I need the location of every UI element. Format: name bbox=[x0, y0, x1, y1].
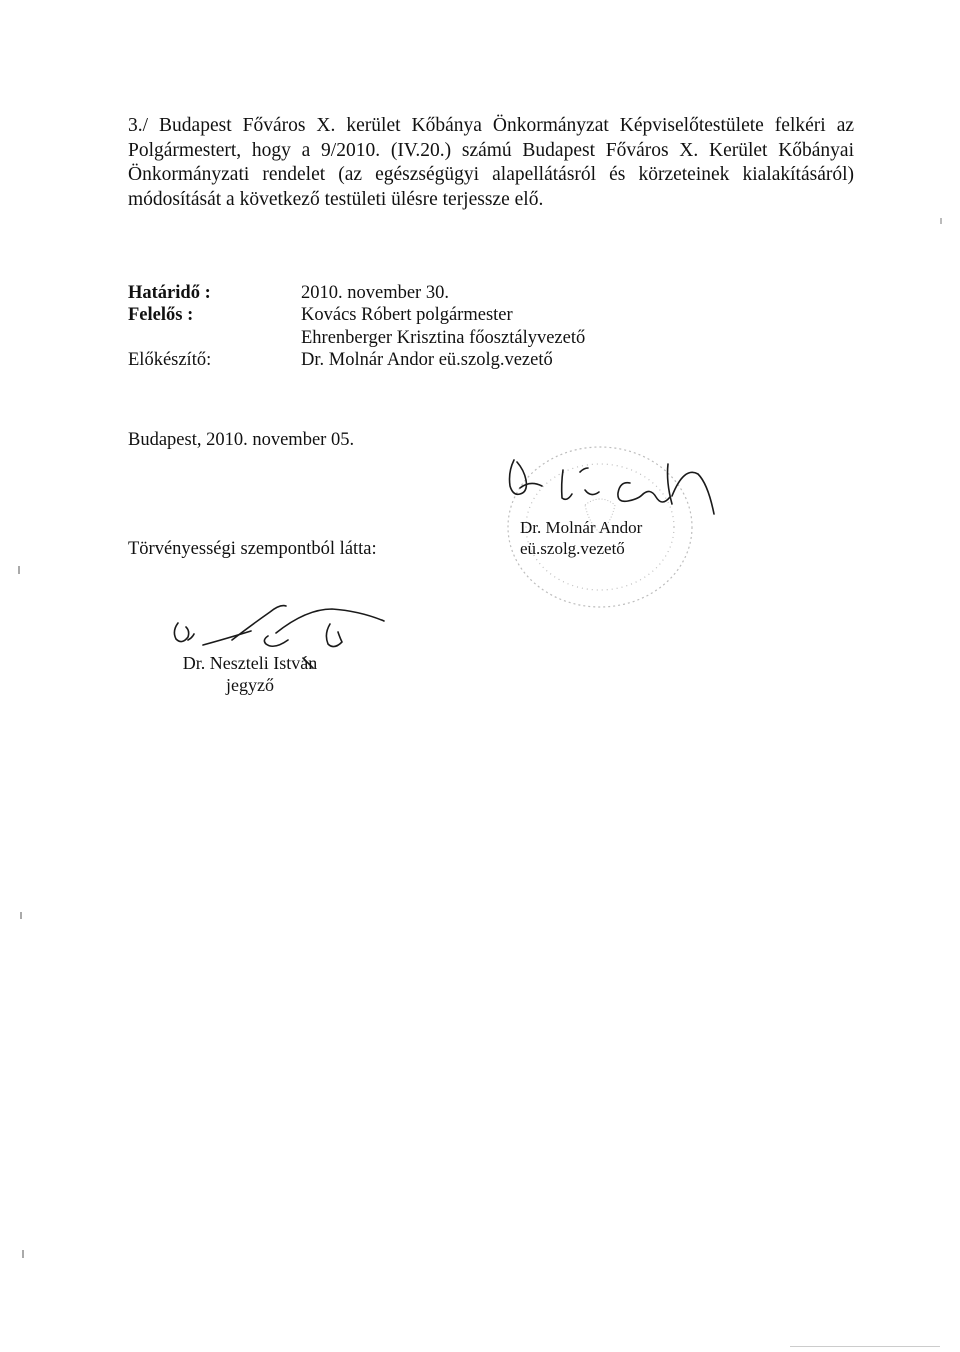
responsible-label: Felelős : bbox=[128, 305, 194, 326]
signatory-left bbox=[180, 652, 320, 696]
preparer-value: Dr. Molnár Andor eü.szolg.vezető bbox=[301, 350, 553, 371]
preparer-label: Előkészítő: bbox=[128, 350, 212, 371]
scan-speck bbox=[20, 912, 22, 919]
scan-line bbox=[790, 1346, 940, 1347]
scan-speck bbox=[940, 218, 942, 224]
scan-speck bbox=[18, 566, 20, 574]
signatory-right bbox=[520, 518, 642, 559]
place-date: Budapest, 2010. november 05. bbox=[128, 430, 355, 450]
paragraph-line: 3./ Budapest Főváros X. kerület Kőbánya Önkormányzat Képviselőtestülete felkéri az bbox=[128, 115, 854, 136]
paragraph-line: módosítását a következő testületi ülésre terjessze elő. bbox=[128, 188, 544, 210]
scan-speck bbox=[22, 1250, 24, 1258]
signatory-left-name: Dr. Neszteli István bbox=[182, 653, 318, 673]
signature-molnar bbox=[510, 460, 715, 514]
legality-note: Törvényességi szempontból látta: bbox=[128, 539, 377, 559]
paragraph-line: Önkormányzati rendelet (az egészségügyi alapellátásról és körzeteinek kialakításáról) bbox=[128, 164, 854, 186]
signatory-left-title: jegyző bbox=[226, 675, 274, 695]
deadline-label: Határidő : bbox=[128, 283, 211, 303]
signatory-right-name: Dr. Molnár Andor bbox=[520, 518, 643, 537]
responsible-value: Kovács Róbert polgármester bbox=[301, 305, 513, 326]
signatory-right-title: eü.szolg.vezető bbox=[520, 538, 625, 558]
deadline-value: 2010. november 30. bbox=[301, 283, 449, 303]
responsible-value: Ehrenberger Krisztina főosztályvezető bbox=[301, 327, 586, 348]
paragraph-line: Polgármestert, hogy a 9/2010. (IV.20.) számú Budapest Főváros X. Kerület Kőbányai bbox=[128, 139, 854, 161]
